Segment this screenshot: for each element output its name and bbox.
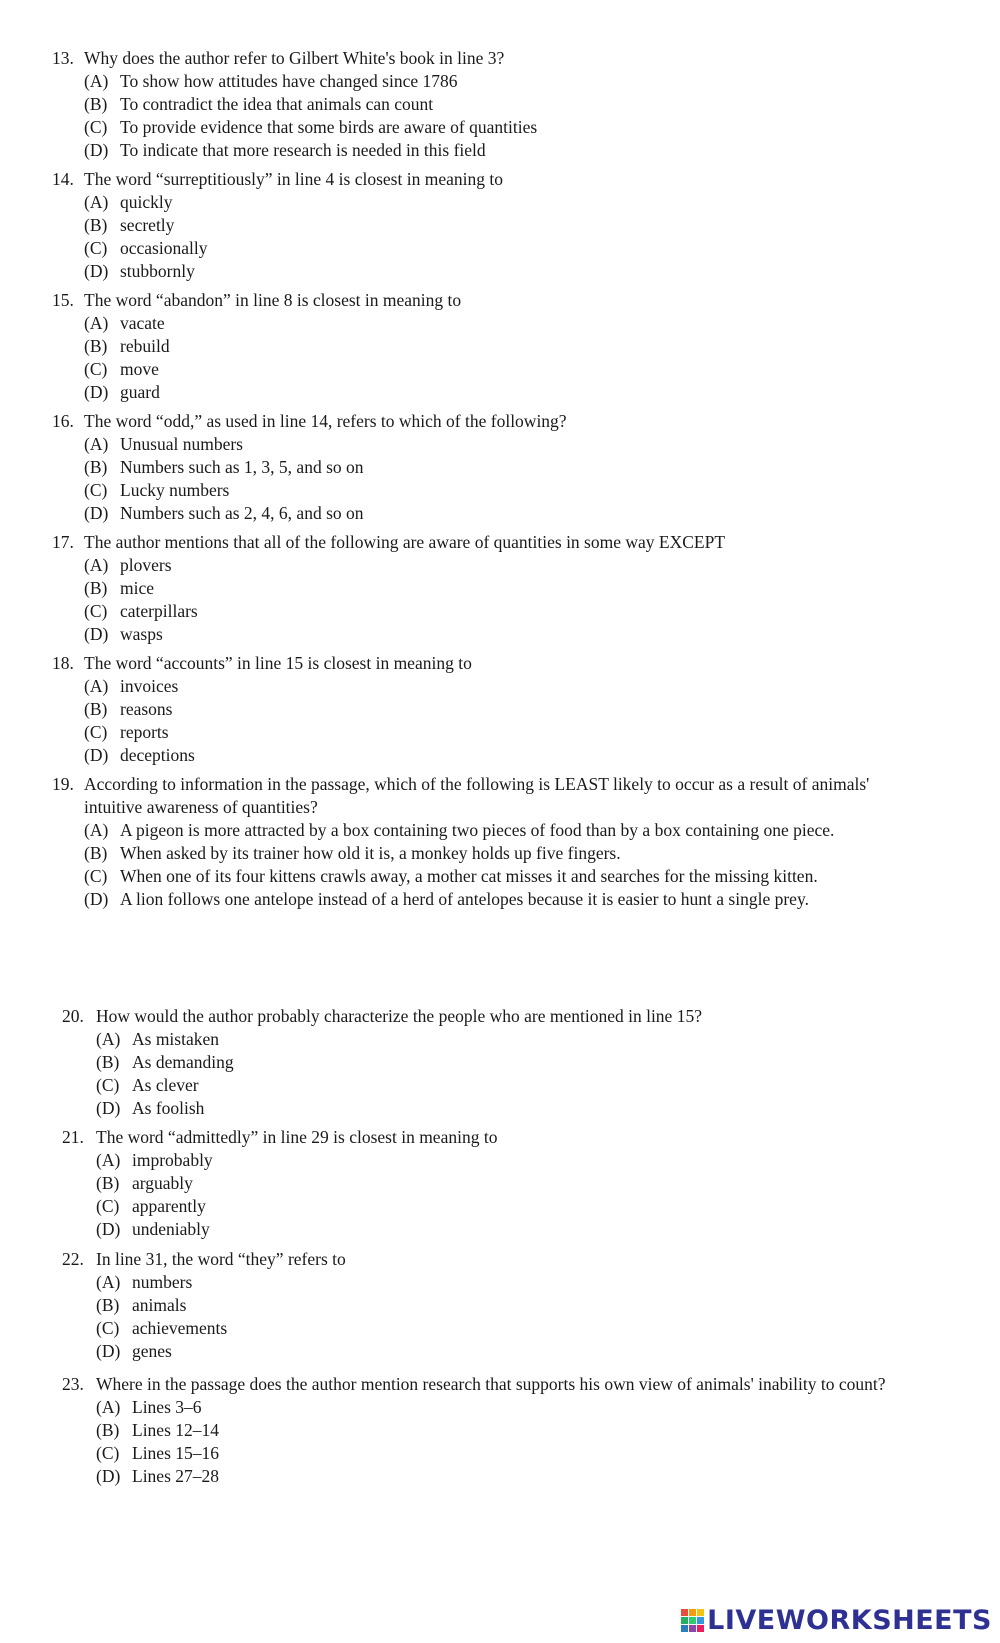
answer-option — [0, 1271, 1000, 1294]
answer-option — [0, 600, 1000, 623]
option-letter: (A) — [84, 820, 109, 840]
answer-option — [0, 1097, 1000, 1120]
answer-option — [0, 819, 1000, 842]
option-letter: (C) — [84, 601, 108, 621]
logo-square — [689, 1609, 696, 1616]
option-letter: (C) — [84, 722, 108, 742]
answer-option — [0, 577, 1000, 600]
liveworksheets-logo — [681, 1602, 992, 1638]
answer-option — [0, 433, 1000, 456]
option-letter: (D) — [84, 889, 109, 909]
option-letter: (C) — [96, 1443, 120, 1463]
option-letter: (B) — [84, 215, 108, 235]
option-letter: (B) — [84, 699, 108, 719]
logo-square — [689, 1625, 696, 1632]
answer-option — [0, 1419, 1000, 1442]
question-number: 16. — [52, 411, 74, 431]
answer-option — [0, 312, 1000, 335]
question-text: In line 31, the word “they” refers to — [96, 1249, 346, 1269]
question-stem — [0, 1373, 1000, 1396]
answer-option — [0, 335, 1000, 358]
option-letter: (B) — [84, 457, 108, 477]
option-text: A lion follows one antelope instead of a herd of antelopes because it is easier to hunt a single prey. — [120, 889, 809, 909]
question-stem — [0, 1126, 1000, 1149]
option-letter: (C) — [84, 480, 108, 500]
question-stem — [0, 773, 1000, 819]
brand-name: LIVEWORKSHEETS — [707, 1604, 992, 1636]
option-letter: (A) — [96, 1397, 121, 1417]
logo-square — [681, 1617, 688, 1624]
option-letter: (A) — [84, 192, 109, 212]
answer-option — [0, 502, 1000, 525]
option-text: animals — [132, 1295, 187, 1315]
question-23 — [0, 1373, 1000, 1488]
logo-square — [689, 1617, 696, 1624]
question-stem — [0, 531, 1000, 554]
option-text: mice — [120, 578, 155, 598]
option-text: To show how attitudes have changed since 1786 — [120, 71, 458, 91]
question-text: How would the author probably characterize the people who are mentioned in line 15? — [96, 1006, 702, 1026]
option-text: As mistaken — [132, 1029, 220, 1049]
answer-option — [0, 1340, 1000, 1363]
answer-option — [0, 698, 1000, 721]
option-text: stubbornly — [120, 261, 195, 281]
question-15 — [0, 289, 1000, 404]
option-letter: (A) — [84, 71, 109, 91]
option-letter: (C) — [96, 1196, 120, 1216]
option-letter: (A) — [96, 1029, 121, 1049]
answer-option — [0, 623, 1000, 646]
question-stem — [0, 652, 1000, 675]
option-text: Unusual numbers — [120, 434, 243, 454]
answer-option — [0, 1074, 1000, 1097]
option-text: genes — [132, 1341, 172, 1361]
answer-option — [0, 1218, 1000, 1241]
question-text: The word “odd,” as used in line 14, refers to which of the following? — [84, 411, 567, 431]
question-19 — [0, 773, 1000, 911]
option-text: Numbers such as 2, 4, 6, and so on — [120, 503, 364, 523]
option-letter: (D) — [84, 261, 109, 281]
question-16 — [0, 410, 1000, 525]
question-text: The word “abandon” in line 8 is closest in meaning to — [84, 290, 462, 310]
option-text: occasionally — [120, 238, 208, 258]
option-letter: (D) — [96, 1341, 121, 1361]
question-stem — [0, 1005, 1000, 1028]
option-letter: (B) — [84, 94, 108, 114]
answer-option — [0, 358, 1000, 381]
answer-option — [0, 1195, 1000, 1218]
answer-option — [0, 1465, 1000, 1488]
option-text: wasps — [120, 624, 163, 644]
answer-option — [0, 888, 1000, 911]
option-letter: (B) — [96, 1173, 120, 1193]
question-text: The word “accounts” in line 15 is closest in meaning to — [84, 653, 472, 673]
question-number: 17. — [52, 532, 74, 552]
option-letter: (D) — [84, 745, 109, 765]
answer-option — [0, 139, 1000, 162]
option-text: To indicate that more research is needed in this field — [120, 140, 486, 160]
question-text: Why does the author refer to Gilbert White's book in line 3? — [84, 48, 505, 68]
option-text: When asked by its trainer how old it is, a monkey holds up five fingers. — [120, 843, 621, 863]
question-number: 20. — [62, 1006, 84, 1026]
option-letter: (B) — [96, 1420, 120, 1440]
question-20 — [0, 1005, 1000, 1120]
answer-option — [0, 1172, 1000, 1195]
option-text: rebuild — [120, 336, 170, 356]
option-text: deceptions — [120, 745, 195, 765]
option-letter: (C) — [96, 1318, 120, 1338]
option-text: As clever — [132, 1075, 199, 1095]
option-letter: (A) — [96, 1150, 121, 1170]
logo-square — [697, 1625, 704, 1632]
question-stem — [0, 410, 1000, 433]
question-number: 13. — [52, 48, 74, 68]
question-stem — [0, 168, 1000, 191]
question-stem — [0, 289, 1000, 312]
option-letter: (D) — [84, 382, 109, 402]
option-letter: (D) — [96, 1098, 121, 1118]
option-letter: (A) — [84, 555, 109, 575]
option-letter: (A) — [84, 434, 109, 454]
option-text: When one of its four kittens crawls away, a mother cat misses it and searches for the missing kitten. — [120, 866, 818, 886]
option-text: Lines 12–14 — [132, 1420, 220, 1440]
answer-option — [0, 1294, 1000, 1317]
answer-option — [0, 1442, 1000, 1465]
option-text: caterpillars — [120, 601, 198, 621]
question-13 — [0, 47, 1000, 162]
option-text: A pigeon is more attracted by a box containing two pieces of food than by a box containing one piece. — [120, 820, 835, 840]
answer-option — [0, 237, 1000, 260]
option-letter: (B) — [84, 843, 108, 863]
option-letter: (C) — [84, 238, 108, 258]
question-number: 21. — [62, 1127, 84, 1147]
option-text: undeniably — [132, 1219, 210, 1239]
question-stem — [0, 1248, 1000, 1271]
question-number: 23. — [62, 1374, 84, 1394]
option-text: To contradict the idea that animals can count — [120, 94, 434, 114]
option-text: reasons — [120, 699, 173, 719]
logo-grid-icon — [681, 1609, 704, 1632]
option-text: Lines 3–6 — [132, 1397, 202, 1417]
option-letter: (A) — [96, 1272, 121, 1292]
option-text: apparently — [132, 1196, 206, 1216]
option-letter: (B) — [84, 578, 108, 598]
logo-square — [681, 1625, 688, 1632]
option-text: To provide evidence that some birds are aware of quantities — [120, 117, 538, 137]
question-18 — [0, 652, 1000, 767]
option-letter: (B) — [84, 336, 108, 356]
option-text: Lucky numbers — [120, 480, 230, 500]
answer-option — [0, 1051, 1000, 1074]
answer-option — [0, 1028, 1000, 1051]
option-letter: (C) — [84, 117, 108, 137]
answer-option — [0, 381, 1000, 404]
question-number: 15. — [52, 290, 74, 310]
option-text: achievements — [132, 1318, 228, 1338]
question-number: 14. — [52, 169, 74, 189]
option-text: arguably — [132, 1173, 193, 1193]
option-text: plovers — [120, 555, 172, 575]
answer-option — [0, 260, 1000, 283]
option-text: Lines 15–16 — [132, 1443, 220, 1463]
option-letter: (B) — [96, 1052, 120, 1072]
answer-option — [0, 214, 1000, 237]
question-number: 19. — [52, 774, 74, 794]
option-letter: (D) — [96, 1466, 121, 1486]
option-text: move — [120, 359, 159, 379]
option-text: quickly — [120, 192, 173, 212]
option-text: reports — [120, 722, 169, 742]
option-letter: (D) — [84, 503, 109, 523]
question-text: The word “admittedly” in line 29 is closest in meaning to — [96, 1127, 498, 1147]
question-text: The author mentions that all of the following are aware of quantities in some way EXCEPT — [84, 532, 726, 552]
question-21 — [0, 1126, 1000, 1241]
answer-option — [0, 721, 1000, 744]
logo-square — [697, 1617, 704, 1624]
option-text: guard — [120, 382, 160, 402]
answer-option — [0, 675, 1000, 698]
option-letter: (B) — [96, 1295, 120, 1315]
question-number: 22. — [62, 1249, 84, 1269]
option-text: improbably — [132, 1150, 213, 1170]
answer-option — [0, 1396, 1000, 1419]
question-text: Where in the passage does the author mention research that supports his own view of animals' inability to count? — [96, 1374, 886, 1394]
question-text: According to information in the passage, which of the following is LEAST likely to occur as a result of animals' intuitive awareness of quantities? — [84, 774, 870, 817]
option-letter: (D) — [84, 140, 109, 160]
option-letter: (C) — [84, 359, 108, 379]
question-17 — [0, 531, 1000, 646]
answer-option — [0, 1317, 1000, 1340]
question-stem — [0, 47, 1000, 70]
answer-option — [0, 554, 1000, 577]
answer-option — [0, 70, 1000, 93]
option-text: Numbers such as 1, 3, 5, and so on — [120, 457, 364, 477]
option-letter: (D) — [96, 1219, 121, 1239]
option-letter: (C) — [96, 1075, 120, 1095]
option-text: Lines 27–28 — [132, 1466, 220, 1486]
answer-option — [0, 1149, 1000, 1172]
option-letter: (A) — [84, 313, 109, 333]
answer-option — [0, 116, 1000, 139]
question-number: 18. — [52, 653, 74, 673]
answer-option — [0, 842, 1000, 865]
option-text: vacate — [120, 313, 165, 333]
answer-option — [0, 479, 1000, 502]
option-letter: (D) — [84, 624, 109, 644]
option-text: As foolish — [132, 1098, 205, 1118]
option-letter: (A) — [84, 676, 109, 696]
option-text: As demanding — [132, 1052, 234, 1072]
question-14 — [0, 168, 1000, 283]
option-text: invoices — [120, 676, 179, 696]
question-text: The word “surreptitiously” in line 4 is closest in meaning to — [84, 169, 503, 189]
option-text: numbers — [132, 1272, 193, 1292]
answer-option — [0, 191, 1000, 214]
question-22 — [0, 1248, 1000, 1363]
answer-option — [0, 456, 1000, 479]
answer-option — [0, 93, 1000, 116]
answer-option — [0, 744, 1000, 767]
option-letter: (C) — [84, 866, 108, 886]
logo-square — [681, 1609, 688, 1616]
answer-option — [0, 865, 1000, 888]
option-text: secretly — [120, 215, 175, 235]
logo-square — [697, 1609, 704, 1616]
